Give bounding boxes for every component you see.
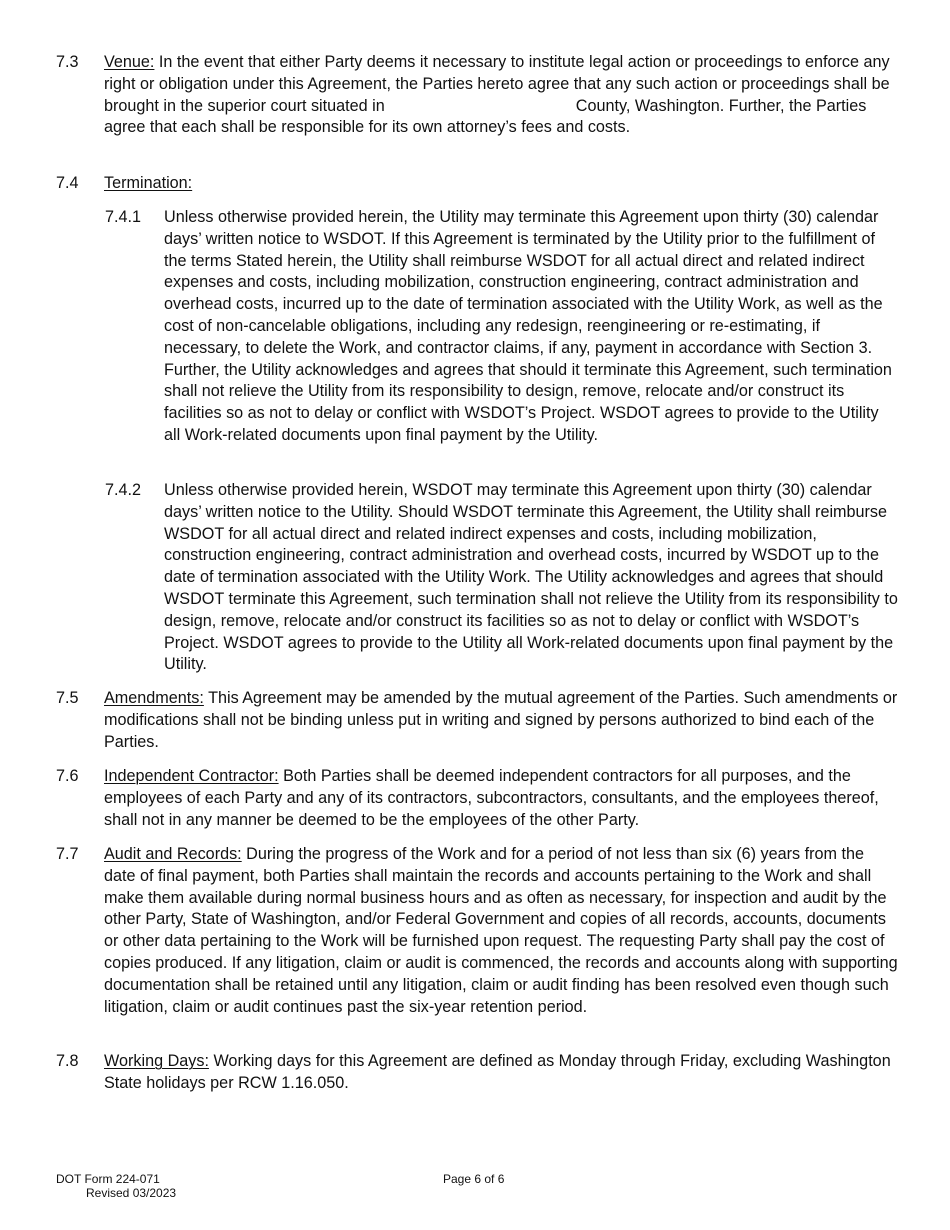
section-heading: Amendments:: [104, 689, 204, 707]
section-body: [104, 844, 898, 1018]
section-heading: Working Days:: [104, 1052, 209, 1070]
section-number: 7.8: [56, 1052, 79, 1070]
subsection-text: Unless otherwise provided herein, the Utility may terminate this Agreement upon thirty (30) calendar days’ written notice to WSDOT. If this Agreement is terminated by the Utility prior to the fulfillment of the terms Stated herein, the Utility shall reimburse WSDOT for all actual direct and related indirect expenses and costs, including mobilization, construction engineering, contract administration and overhead costs, incurred up to the date of termination associated with the Utility Work, as well as the cost of non-cancelable obligations, including any redesign, reengineering or re-estimating, if necessary, to delete the Work, and contractor claims, if any, payment in accordance with Section 3. Further, the Utility acknowledges and agrees that should it terminate this Agreement, such termination shall not relieve the Utility from its responsibility to design, remove, relocate and/or construct its facilities so as not to delay or conflict with WSDOT’s Project. WSDOT agrees to provide to the Utility all Work-related documents upon final payment by the Utility.: [164, 208, 892, 444]
section-text: Both Parties shall be deemed independent contractors for all purposes, and the employees of each Party and any of its contractors, subcontractors, consultants, and the employees thereof, shall not in any manner be deemed to be the employees of the other Party.: [104, 767, 879, 829]
section-text: Working days for this Agreement are defined as Monday through Friday, excluding Washington State holidays per RCW 1.16.050.: [104, 1052, 891, 1092]
section-text-part-2: County, Washington. Further, the Parties agree that each shall be responsible for its own attorney’s fees and costs.: [104, 96, 867, 137]
footer-form-number: DOT Form 224-071: [56, 1172, 160, 1186]
section-body: [104, 766, 898, 831]
section-7-6-independent-contractor: [56, 766, 898, 831]
section-text: This Agreement may be amended by the mutual agreement of the Parties. Such amendments or modifications shall not be binding unless put in writing and signed by persons authorized to bind each of the Parties.: [104, 689, 898, 751]
section-7-4-termination: [56, 173, 898, 195]
section-text-part-1: In the event that either Party deems it necessary to institute legal action or proceedings to enforce any right or obligation under this Agreement, the Parties hereto agree that any such action or proceedings shall be brought in the superior court situated in: [104, 53, 890, 115]
section-heading: Termination:: [104, 174, 193, 192]
section-heading: Venue:: [104, 53, 155, 71]
section-text: During the progress of the Work and for a period of not less than six (6) years from the date of final payment, both Parties shall maintain the records and accounts pertaining to the Work and shall make them available during normal business hours and as often as necessary, for inspection and audit by the other Party, State of Washington, and/or Federal Government and copies of all records, accounts, documents or other data pertaining to the Work will be furnished upon request. The requesting Party shall pay the cost of copies produced. If any litigation, claim or audit is commenced, the records and accounts along with supporting documentation shall be retained until any litigation, claim or audit finding has been resolved even though such litigation, claim or audit continues past the six-year retention period.: [104, 845, 898, 1016]
section-heading: Independent Contractor:: [104, 767, 279, 785]
section-body: [104, 173, 898, 195]
section-number: 7.3: [56, 53, 79, 71]
section-number: 7.5: [56, 689, 79, 707]
subsection-7-4-2: [105, 480, 898, 676]
section-7-3-venue: [56, 52, 898, 139]
section-number: 7.7: [56, 845, 79, 863]
section-7-5-amendments: [56, 688, 898, 753]
section-7-8-working-days: [56, 1051, 898, 1095]
section-body: [104, 52, 898, 139]
subsection-7-4-1: [105, 207, 898, 447]
section-number: 7.4: [56, 174, 79, 192]
section-heading: Audit and Records:: [104, 845, 242, 863]
section-body: [104, 688, 898, 753]
subsection-number: 7.4.2: [105, 481, 142, 499]
subsection-text: Unless otherwise provided herein, WSDOT may terminate this Agreement upon thirty (30) calendar days’ written notice to the Utility. Should WSDOT terminate this Agreement, the Utility shall reimburse WSDOT for all actual direct and related indirect expenses and costs, including mobilization, construction engineering, contract administration and overhead costs, incurred by WSDOT up to the date of termination associated with the Utility Work. The Utility acknowledges and agrees that should WSDOT terminate this Agreement, such termination shall not relieve the Utility from its responsibility to design, remove, relocate and/or construct its facilities so as not to delay or conflict with WSDOT’s Project. WSDOT agrees to provide to the Utility all Work-related documents upon final payment by the Utility.: [164, 481, 898, 674]
subsection-number: 7.4.1: [105, 208, 142, 226]
section-number: 7.6: [56, 767, 79, 785]
section-7-7-audit-and-records: [56, 844, 898, 1018]
section-body: [104, 1051, 898, 1095]
footer-page-number: Page 6 of 6: [443, 1172, 505, 1186]
footer-revised-date: Revised 03/2023: [86, 1186, 177, 1200]
